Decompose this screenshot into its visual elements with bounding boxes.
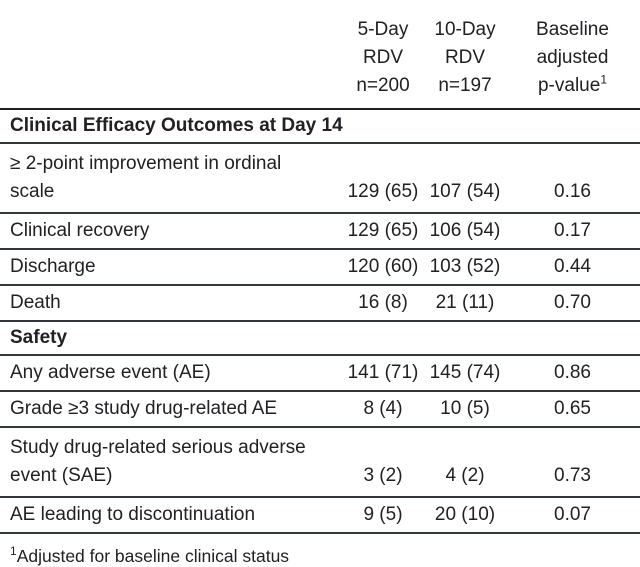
footnote — [10, 546, 640, 567]
value-5day-rdv: 16 (8) — [341, 285, 425, 321]
row-label-line: event (SAE) — [10, 465, 113, 486]
empty-header-cell — [0, 0, 341, 109]
table-row — [0, 497, 640, 533]
row-label-line: scale — [10, 181, 55, 202]
table-row — [0, 285, 640, 321]
row-label-line: ≥ 2-point improvement in ordinal — [10, 153, 282, 174]
column-header-line: 5-Day — [357, 19, 409, 40]
row-label-line: Study drug-related serious adverse — [10, 437, 306, 458]
table-row — [0, 249, 640, 285]
row-label-line: AE leading to discontinuation — [10, 504, 256, 525]
value-pvalue: 0.17 — [505, 213, 640, 249]
footnote-superscript: 1 — [10, 544, 17, 559]
row-label-line: Grade ≥3 study drug-related AE — [10, 398, 278, 419]
table-row — [0, 213, 640, 249]
row-label — [0, 143, 341, 213]
table-body — [0, 109, 640, 533]
value-5day-rdv: 129 (65) — [341, 213, 425, 249]
row-label-line: Discharge — [10, 256, 96, 277]
table-row — [0, 391, 640, 427]
column-header-line: 10-Day — [434, 19, 496, 40]
table-row — [0, 355, 640, 391]
value-pvalue: 0.16 — [505, 143, 640, 213]
value-pvalue: 0.07 — [505, 497, 640, 533]
column-header-line: RDV — [444, 47, 486, 68]
value-10day-rdv: 103 (52) — [425, 249, 505, 285]
value-5day-rdv: 3 (2) — [341, 427, 425, 497]
value-pvalue: 0.86 — [505, 355, 640, 391]
footnote-text: Adjusted for baseline clinical status — [16, 546, 290, 566]
section-title: Safety — [0, 321, 640, 355]
value-10day-rdv: 107 (54) — [425, 143, 505, 213]
table-header — [0, 0, 640, 109]
row-label — [0, 497, 341, 533]
table-header-row — [0, 0, 640, 109]
column-header-line: RDV — [362, 47, 404, 68]
row-label — [0, 213, 341, 249]
value-pvalue: 0.70 — [505, 285, 640, 321]
value-pvalue: 0.73 — [505, 427, 640, 497]
column-header-line: n=200 — [356, 75, 410, 96]
value-10day-rdv: 20 (10) — [425, 497, 505, 533]
value-5day-rdv: 9 (5) — [341, 497, 425, 533]
value-10day-rdv: 10 (5) — [425, 391, 505, 427]
column-header-line: adjusted — [536, 47, 609, 68]
column-header-line: Baseline — [536, 19, 609, 40]
value-10day-rdv: 21 (11) — [425, 285, 505, 321]
value-10day-rdv: 4 (2) — [425, 427, 505, 497]
header-superscript: 1 — [600, 72, 607, 87]
row-label — [0, 285, 341, 321]
value-pvalue: 0.65 — [505, 391, 640, 427]
value-5day-rdv: 129 (65) — [341, 143, 425, 213]
value-10day-rdv: 145 (74) — [425, 355, 505, 391]
row-label — [0, 355, 341, 391]
row-label — [0, 391, 341, 427]
row-label-line: Any adverse event (AE) — [10, 362, 211, 383]
row-label-line: Clinical recovery — [10, 220, 150, 241]
row-label — [0, 427, 341, 497]
row-label — [0, 249, 341, 285]
value-5day-rdv: 8 (4) — [341, 391, 425, 427]
value-pvalue: 0.44 — [505, 249, 640, 285]
column-header-10day-rdv — [425, 0, 505, 109]
value-10day-rdv: 106 (54) — [425, 213, 505, 249]
section-header-row — [0, 321, 640, 355]
section-header-row — [0, 109, 640, 143]
column-header-line: p-value$^1$ — [537, 72, 607, 96]
row-label-line: Death — [10, 292, 61, 313]
table-row — [0, 427, 640, 497]
value-5day-rdv: 141 (71) — [341, 355, 425, 391]
column-header-line: n=197 — [438, 75, 492, 96]
column-header-5day-rdv — [341, 0, 425, 109]
value-5day-rdv: 120 (60) — [341, 249, 425, 285]
column-header-pvalue — [505, 0, 640, 109]
table-row — [0, 143, 640, 213]
section-title: Clinical Efficacy Outcomes at Day 14 — [0, 109, 640, 143]
